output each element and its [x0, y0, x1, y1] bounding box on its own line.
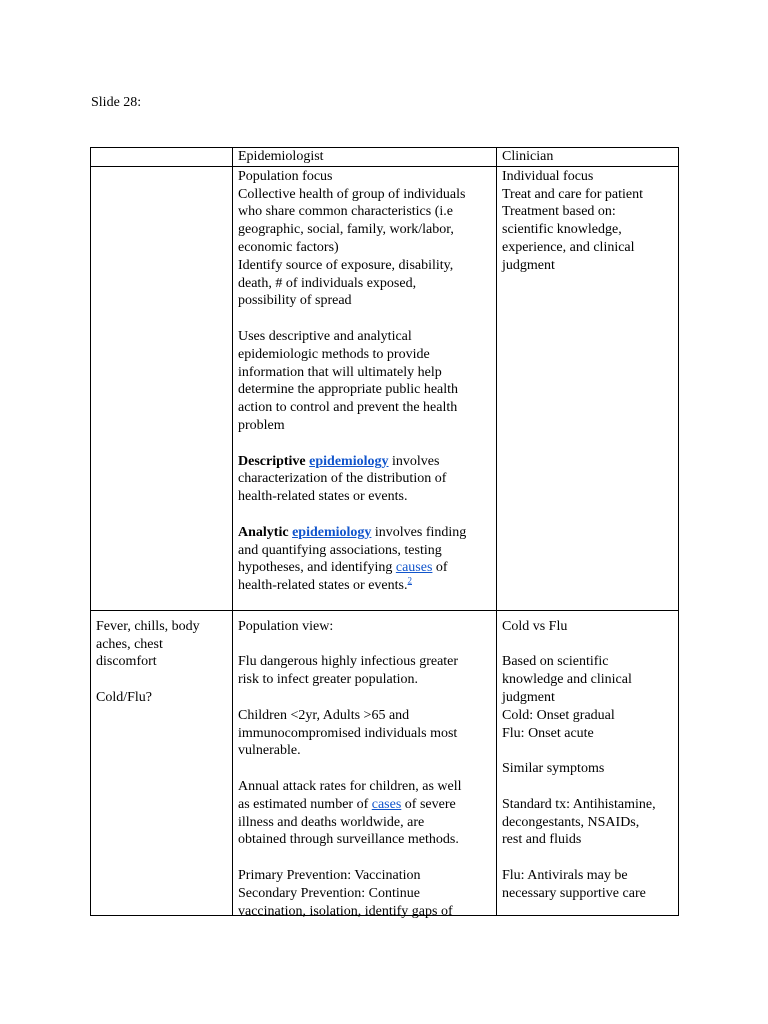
epidemiology-link-analytic[interactable]: epidemiology [292, 524, 372, 540]
text-line: knowledge and clinical [502, 672, 632, 688]
causes-link[interactable]: causes [395, 560, 433, 576]
text-line: necessary supportive care [502, 885, 646, 901]
text-line: Flu dangerous highly infectious greater [238, 654, 459, 670]
comparison-table [90, 147, 679, 919]
row1-epidemiologist-cell [233, 166, 497, 610]
text-line: judgment [502, 257, 555, 273]
text-line: characterization of the distribution of [238, 471, 447, 487]
text-line: health-related states or events. [238, 489, 408, 505]
text-fragment: as estimated number of [238, 796, 372, 812]
text-line: Secondary Prevention: Continue [238, 885, 420, 901]
causes-line [238, 559, 491, 577]
text-line: Cold: Onset gradual [502, 707, 615, 723]
text-line: Collective health of group of individuals [238, 186, 466, 202]
text-line: Flu: Onset acute [502, 725, 594, 741]
text-line: Fever, chills, body [96, 618, 200, 634]
text-line: risk to infect greater population. [238, 672, 418, 688]
text-line: problem [238, 417, 285, 433]
header-empty-cell [91, 148, 233, 167]
text-line: Children <2yr, Adults >65 and [238, 707, 410, 723]
row2-epidemiologist-cell [233, 610, 497, 919]
text-line: discomfort [96, 654, 157, 670]
text-line: Identify source of exposure, disability, [238, 257, 454, 273]
analytic-term: Analytic [238, 524, 289, 540]
epidemiology-link-descriptive[interactable]: epidemiology [309, 453, 389, 469]
row2-clinician-cell [497, 610, 679, 915]
text-line: Annual attack rates for children, as well [238, 778, 462, 794]
text-line: geographic, social, family, work/labor, [238, 222, 454, 238]
text-fragment: of [432, 560, 448, 576]
text-line: Treat and care for patient [502, 186, 643, 202]
text-line: decongestants, NSAIDs, [502, 814, 640, 830]
text-line: Population view: [238, 618, 334, 634]
text-fragment: involves [388, 453, 440, 469]
analytic-line [238, 524, 491, 542]
text-line: Treatment based on: [502, 204, 616, 220]
text-fragment: of severe [401, 796, 456, 812]
text-line: Based on scientific [502, 654, 609, 670]
text-line: experience, and clinical [502, 239, 635, 255]
header-epidemiologist: Epidemiologist [233, 148, 497, 167]
text-line: epidemiologic methods to provide [238, 346, 430, 362]
text-line: possibility of spread [238, 293, 352, 309]
text-line: Population focus [238, 168, 333, 184]
text-line: information that will ultimately help [238, 364, 442, 380]
text-fragment: health-related states or events. [238, 578, 408, 594]
text-line: vulnerable. [238, 743, 301, 759]
text-line: Similar symptoms [502, 761, 605, 777]
text-line: economic factors) [238, 239, 339, 255]
header-clinician: Clinician [497, 148, 679, 167]
slide-title: Slide 28: [91, 95, 142, 110]
text-line: determine the appropriate public health [238, 382, 459, 398]
text-line: vaccination, isolation, identify gaps of [238, 903, 453, 919]
text-line: who share common characteristics (i.e [238, 204, 453, 220]
text-line: Individual focus [502, 168, 594, 184]
cases-line [238, 796, 491, 814]
text-line: Primary Prevention: Vaccination [238, 867, 421, 883]
text-line: Cold vs Flu [502, 618, 568, 634]
row2-label-cell [91, 610, 233, 915]
text-line: aches, chest [96, 636, 163, 652]
text-line: death, # of individuals exposed, [238, 275, 417, 291]
text-fragment: involves finding [371, 524, 467, 540]
text-line: Uses descriptive and analytical [238, 328, 412, 344]
footnote-link[interactable]: 2 [407, 575, 412, 586]
text-line: obtained through surveillance methods. [238, 832, 459, 848]
analytic-last-line [238, 577, 491, 595]
text-fragment: hypotheses, and identifying [238, 560, 396, 576]
text-line: action to control and prevent the health [238, 400, 458, 416]
text-line: rest and fluids [502, 832, 582, 848]
text-line: Flu: Antivirals may be [502, 867, 628, 883]
table-row-cold-flu [91, 610, 679, 915]
text-line: illness and deaths worldwide, are [238, 814, 425, 830]
row1-label-cell [91, 166, 233, 610]
text-line: scientific knowledge, [502, 222, 622, 238]
text-line: Cold/Flu? [96, 689, 153, 705]
row1-clinician-cell [497, 166, 679, 610]
text-line: immunocompromised individuals most [238, 725, 458, 741]
table-header-row [91, 148, 679, 167]
text-line: and quantifying associations, testing [238, 542, 442, 558]
table-row-focus [91, 166, 679, 610]
descriptive-term: Descriptive [238, 453, 306, 469]
text-line: judgment [502, 689, 555, 705]
descriptive-line [238, 453, 491, 471]
text-line: Standard tx: Antihistamine, [502, 796, 656, 812]
cases-link[interactable]: cases [371, 796, 402, 812]
